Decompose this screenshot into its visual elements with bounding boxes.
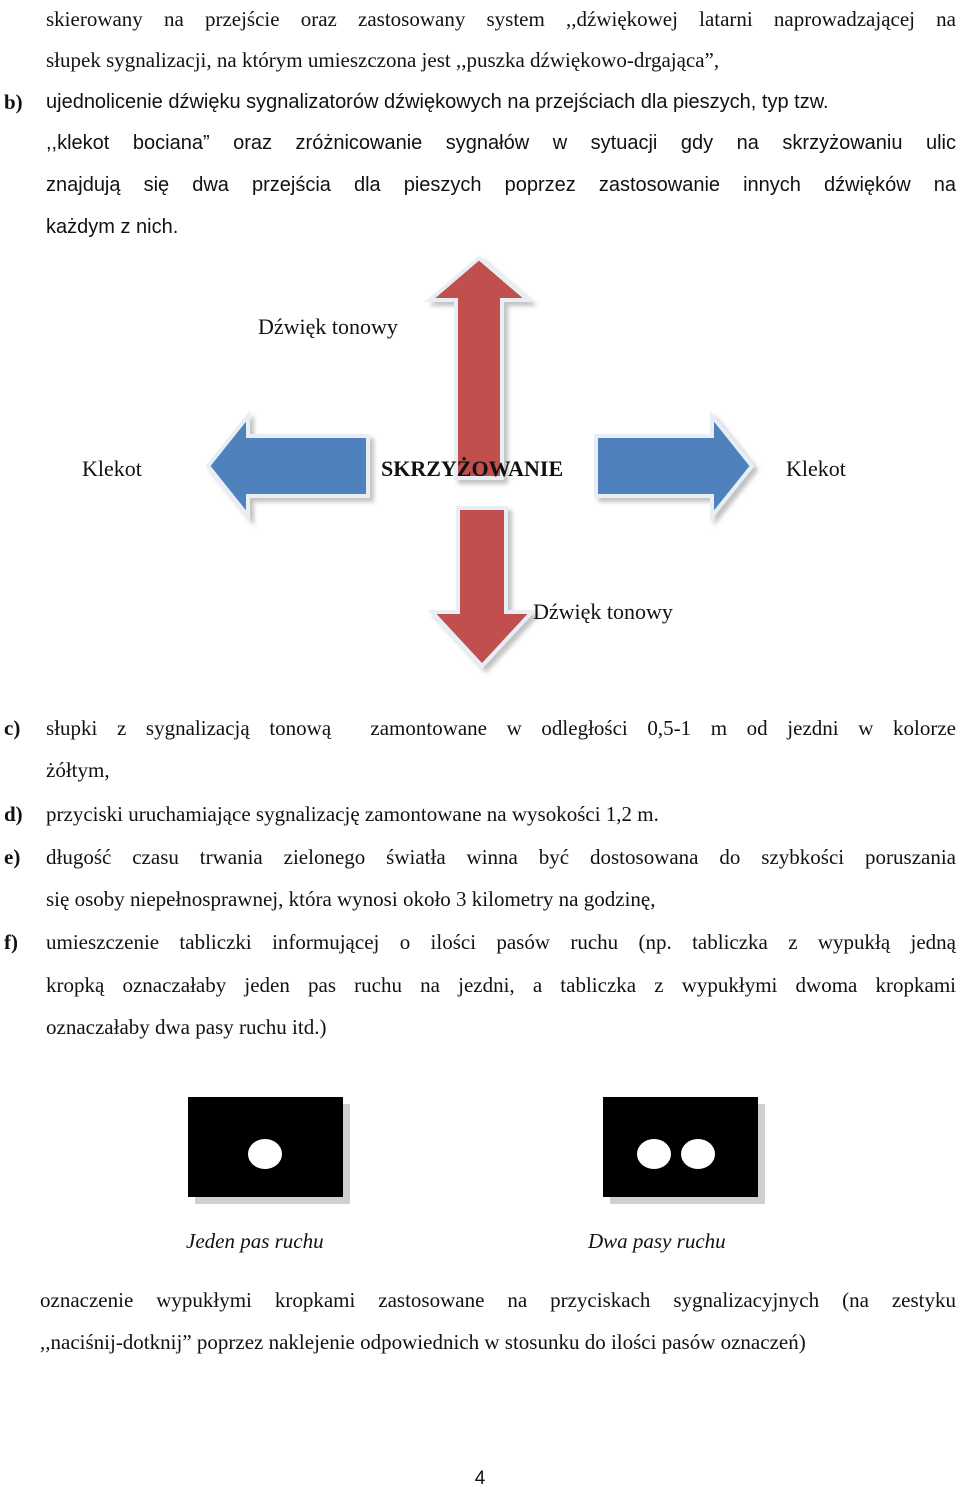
- item-b-line-4: każdym z nich.: [46, 216, 179, 238]
- right-arrow-icon: [596, 416, 752, 516]
- item-c-line-1: słupki z sygnalizacją tonową zamontowane w odległości 0,5-1 m od jezdni w kolorze: [46, 716, 956, 740]
- page-number: 4: [474, 1468, 486, 1489]
- list-marker-c: c): [4, 716, 21, 740]
- label-intersection: SKRZYŻOWANIE: [381, 456, 564, 481]
- tile-two-lanes: [603, 1097, 758, 1197]
- item-b-line-2: ,,klekot bociana” oraz zróżnicowanie sygnałów w sytuacji gdy na skrzyżowaniu ulic: [46, 132, 956, 154]
- closing-line-1: oznaczenie wypukłymi kropkami zastosowane na przyciskach sygnalizacyjnych (na zestyku: [40, 1288, 956, 1312]
- item-c-line-2: żółtym,: [46, 758, 110, 782]
- list-marker-f: f): [4, 930, 18, 954]
- caption-two-lanes: Dwa pasy ruchu: [588, 1229, 726, 1253]
- up-arrow-icon: [430, 258, 528, 478]
- tile-one-lane: [188, 1097, 343, 1197]
- caption-one-lane: Jeden pas ruchu: [186, 1229, 324, 1253]
- item-f-line-1: umieszczenie tabliczki informującej o ilości pasów ruchu (np. tabliczka z wypukłą jedną: [46, 930, 956, 954]
- intro-line-1: skierowany na przejście oraz zastosowany system ,,dźwiękowej latarni naprowadzającej na: [46, 7, 956, 31]
- left-arrow-icon: [208, 416, 368, 516]
- item-e-line-1: długość czasu trwania zielonego światła winna być dostosowana do szybkości poruszania: [46, 845, 956, 869]
- raised-dot-icon: [248, 1139, 282, 1169]
- closing-line-2: ,,naciśnij-dotknij” poprzez naklejenie odpowiednich w stosunku do ilości pasów oznaczeń): [40, 1330, 806, 1354]
- label-right-clatter: Klekot: [786, 456, 846, 481]
- item-b-line-3: znajdują się dwa przejścia dla pieszych poprzez zastosowanie innych dźwięków na: [46, 174, 956, 196]
- raised-dot-icon: [681, 1139, 715, 1169]
- raised-dot-icon: [637, 1139, 671, 1169]
- item-f-line-2: kropką oznaczałaby jeden pas ruchu na jezdni, a tabliczka z wypukłymi dwoma kropkami: [46, 973, 956, 997]
- item-d-line-1: przyciski uruchamiające sygnalizację zamontowane na wysokości 1,2 m.: [46, 802, 659, 826]
- list-marker-b: b): [4, 90, 23, 114]
- label-bottom-tone: Dźwięk tonowy: [533, 599, 673, 624]
- item-e-line-2: się osoby niepełnosprawnej, która wynosi około 3 kilometry na godzinę,: [46, 887, 656, 911]
- down-arrow-icon: [432, 508, 532, 666]
- intro-line-2: słupek sygnalizacji, na którym umieszczona jest ,,puszka dźwiękowo-drgająca”,: [46, 48, 720, 72]
- list-marker-e: e): [4, 845, 21, 869]
- item-b-line-1: ujednolicenie dźwięku sygnalizatorów dźwiękowych na przejściach dla pieszych, typ tzw.: [46, 91, 829, 113]
- label-left-clatter: Klekot: [82, 456, 142, 481]
- intersection-diagram: [0, 250, 960, 680]
- item-f-line-3: oznaczałaby dwa pasy ruchu itd.): [46, 1015, 327, 1039]
- list-marker-d: d): [4, 802, 23, 826]
- label-top-tone: Dźwięk tonowy: [258, 314, 398, 339]
